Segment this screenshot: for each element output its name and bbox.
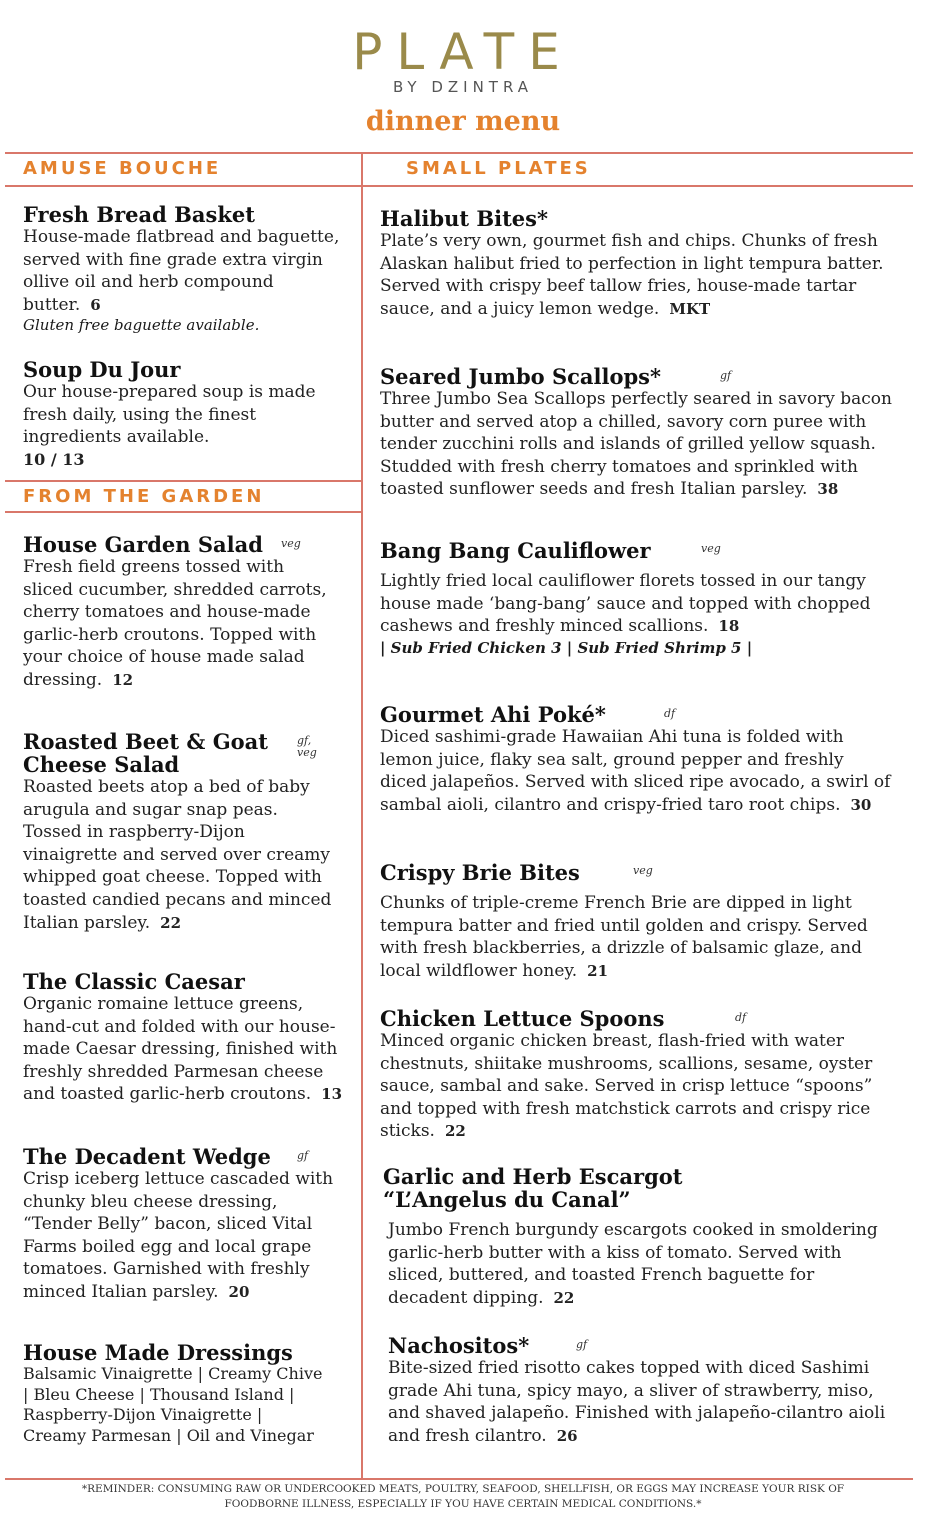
column-divider	[361, 152, 363, 512]
health-disclaimer	[0, 1482, 926, 1512]
menu-item	[380, 539, 895, 658]
item-price: 38	[817, 480, 839, 499]
item-description	[388, 1357, 903, 1447]
item-description: Our house-prepared soup is made fresh daily, using the finest ingredients available.	[23, 382, 316, 448]
item-description	[23, 1168, 343, 1304]
menu-item	[23, 358, 323, 471]
item-description	[23, 776, 333, 934]
item-name: Halibut Bites*	[380, 206, 548, 231]
menu-item	[380, 861, 895, 982]
menu-title: dinner menu	[365, 106, 561, 137]
item-desc-text: House-made flatbread and baguette, served with fine grade extra virgin ollive oil and herb compound butter.	[23, 227, 340, 315]
item-price: 10 / 13	[23, 449, 85, 469]
section-heading-amuse: AMUSE BOUCHE	[23, 158, 222, 179]
item-description	[23, 556, 333, 692]
item-name: The Classic Caesar	[23, 969, 245, 994]
item-name: Crispy Brie Bites	[380, 860, 580, 885]
item-description	[380, 726, 895, 816]
item-name: Fresh Bread Basket	[23, 202, 255, 227]
menu-item	[380, 207, 895, 320]
dietary-tag: gf	[297, 1149, 309, 1162]
item-name: Seared Jumbo Scallops*	[380, 364, 661, 389]
disclaimer-line: *REMINDER: CONSUMING RAW OR UNDERCOOKED MEATS, POULTRY, SEAFOOD, SHELLFISH, OR EGGS MAY INCREASE YOUR RISK OF	[81, 1483, 845, 1495]
item-name: Bang Bang Cauliflower	[380, 538, 651, 563]
menu-item	[383, 1165, 898, 1309]
item-desc-text: Jumbo French burgundy escargots cooked in smoldering garlic-herb butter with a kiss of tomato. Served with sliced, buttered, and toasted French baguette for decadent dipping.	[388, 1220, 878, 1308]
item-note: Gluten free baguette available.	[23, 316, 260, 335]
dietary-tag: gf	[576, 1338, 588, 1351]
item-desc-text: Organic romaine lettuce greens, hand-cut and folded with our house-made Caesar dressing, finished with freshly shredded Parmesan cheese and toasted garlic-herb croutons.	[23, 994, 338, 1105]
menu-item	[380, 365, 895, 501]
brand-wordmark: PLATE	[352, 23, 574, 81]
item-description	[380, 230, 895, 320]
item-price: 6	[90, 295, 101, 314]
dietary-tag: veg	[633, 864, 653, 877]
item-price: 22	[444, 1122, 466, 1141]
item-price: MKT	[669, 299, 711, 318]
item-desc-text: Chunks of triple-creme French Brie are dipped in light tempura batter and fried until golden and crispy. Served with fresh blackberries, a drizzle of balsamic glaze, and local wildflower honey.	[380, 893, 868, 981]
dietary-tag: df	[664, 707, 676, 720]
item-desc-text: Lightly fried local cauliflower florets tossed in our tangy house made ‘bang-bang’ sauce and topped with chopped cashews and freshly minced scallions.	[380, 571, 871, 637]
item-name: Nachositos*	[388, 1333, 530, 1358]
item-price: 13	[321, 1085, 343, 1104]
divider	[5, 480, 362, 482]
item-price: 22	[160, 913, 182, 932]
dietary-tag: gf	[720, 369, 732, 382]
item-desc-text: Crisp iceberg lettuce cascaded with chunky bleu cheese dressing, “Tender Belly” bacon, sliced Vital Farms boiled egg and local grape tomatoes. Garnished with freshly minced Italian parsley.	[23, 1169, 334, 1302]
item-name: The Decadent Wedge	[23, 1144, 271, 1169]
item-price: 22	[553, 1288, 575, 1307]
divider	[5, 185, 913, 187]
item-description	[23, 226, 353, 316]
item-price: 26	[556, 1426, 578, 1445]
menu-item	[23, 1145, 343, 1304]
menu-item	[380, 1007, 895, 1143]
column-divider	[361, 511, 363, 1479]
item-desc-text: Three Jumbo Sea Scallops perfectly seared in savory bacon butter and served atop a chilled, savory corn puree with tender zucchini rolls and islands of grilled yellow squash. Studded with fresh cherry tomatoes and sprinkled with toasted sunflower seeds and fresh Italian parsley.	[380, 389, 892, 500]
item-name: House Made Dressings	[23, 1340, 293, 1365]
item-description	[23, 993, 353, 1106]
menu-item	[23, 1341, 328, 1446]
brand-byline: BY DZINTRA	[392, 78, 534, 96]
divider	[5, 152, 913, 154]
section-heading-garden: FROM THE GARDEN	[23, 486, 265, 507]
brand-logo	[0, 24, 926, 96]
item-add-ons: | Sub Fried Chicken 3 | Sub Fried Shrimp 5 |	[380, 638, 753, 657]
item-description	[380, 892, 895, 982]
item-desc-text: Diced sashimi-grade Hawaiian Ahi tuna is folded with lemon juice, flaky sea salt, ground pepper and freshly diced jalapeños. Served with sliced ripe avocado, a swirl of sambal aioli, cilantro and crispy-fried taro root chips.	[380, 727, 891, 815]
dietary-tag: veg	[701, 542, 721, 555]
item-description: Balsamic Vinaigrette | Creamy Chive | Bleu Cheese | Thousand Island | Raspberry-Dijon Vinaigrette | Creamy Parmesan | Oil and Vinegar	[23, 1364, 323, 1445]
item-name: Soup Du Jour	[23, 357, 181, 382]
dietary-tag: df	[735, 1011, 747, 1024]
item-desc-text: Fresh field greens tossed with sliced cucumber, shredded carrots, cherry tomatoes and house-made garlic-herb croutons. Topped with your choice of house made salad dressing.	[23, 557, 327, 690]
item-name: Garlic and Herb Escargot	[383, 1164, 683, 1189]
item-desc-text: Bite-sized fried risotto cakes topped with diced Sashimi grade Ahi tuna, spicy mayo, a sliver of strawberry, miso, and shaved jalapeño. Finished with jalapeño-cilantro aioli and fresh cilantro.	[388, 1358, 886, 1446]
dietary-tag: veg	[281, 537, 301, 550]
menu-item	[23, 203, 353, 334]
divider	[5, 511, 362, 513]
item-description	[383, 1219, 898, 1309]
item-price: 20	[228, 1282, 250, 1301]
divider	[5, 1478, 913, 1480]
menu-item	[388, 1334, 903, 1447]
menu-item	[23, 533, 333, 692]
menu-item	[23, 970, 353, 1106]
item-description	[380, 570, 895, 638]
item-name: Roasted Beet & Goat Cheese Salad	[23, 729, 268, 777]
item-description	[380, 1030, 895, 1143]
item-name: House Garden Salad	[23, 532, 263, 557]
dietary-tag: gf, veg	[297, 734, 317, 759]
menu-item	[380, 703, 895, 816]
item-desc-text: Roasted beets atop a bed of baby arugula and sugar snap peas. Tossed in raspberry-Dijon vinaigrette and served over creamy whipped goat cheese. Topped with toasted candied pecans and minced Italian parsley.	[23, 777, 332, 933]
item-name: Chicken Lettuce Spoons	[380, 1006, 665, 1031]
item-price: 18	[718, 617, 740, 636]
section-heading-small-plates: SMALL PLATES	[406, 158, 591, 179]
item-desc-text: Minced organic chicken breast, flash-fried with water chestnuts, shiitake mushrooms, scallions, sesame, oyster sauce, sambal and sake. Served in crisp lettuce “spoons” and topped with fresh matchstick carrots and crispy rice sticks.	[380, 1031, 873, 1142]
item-price: 12	[112, 670, 134, 689]
item-price: 21	[587, 961, 609, 980]
item-name: Gourmet Ahi Poké*	[380, 702, 606, 727]
item-price: 30	[850, 795, 872, 814]
item-description	[380, 388, 895, 501]
item-name-subtitle: “L’Angelus du Canal”	[383, 1187, 631, 1212]
menu-item	[23, 730, 333, 934]
item-desc-text: Plate’s very own, gourmet fish and chips. Chunks of fresh Alaskan halibut fried to perfection in light tempura batter. Served with crispy beef tallow fries, house-made tartar sauce, and a juicy lemon wedge.	[380, 231, 884, 319]
disclaimer-line: FOODBORNE ILLNESS, ESPECIALLY IF YOU HAVE CERTAIN MEDICAL CONDITIONS.*	[224, 1498, 702, 1510]
